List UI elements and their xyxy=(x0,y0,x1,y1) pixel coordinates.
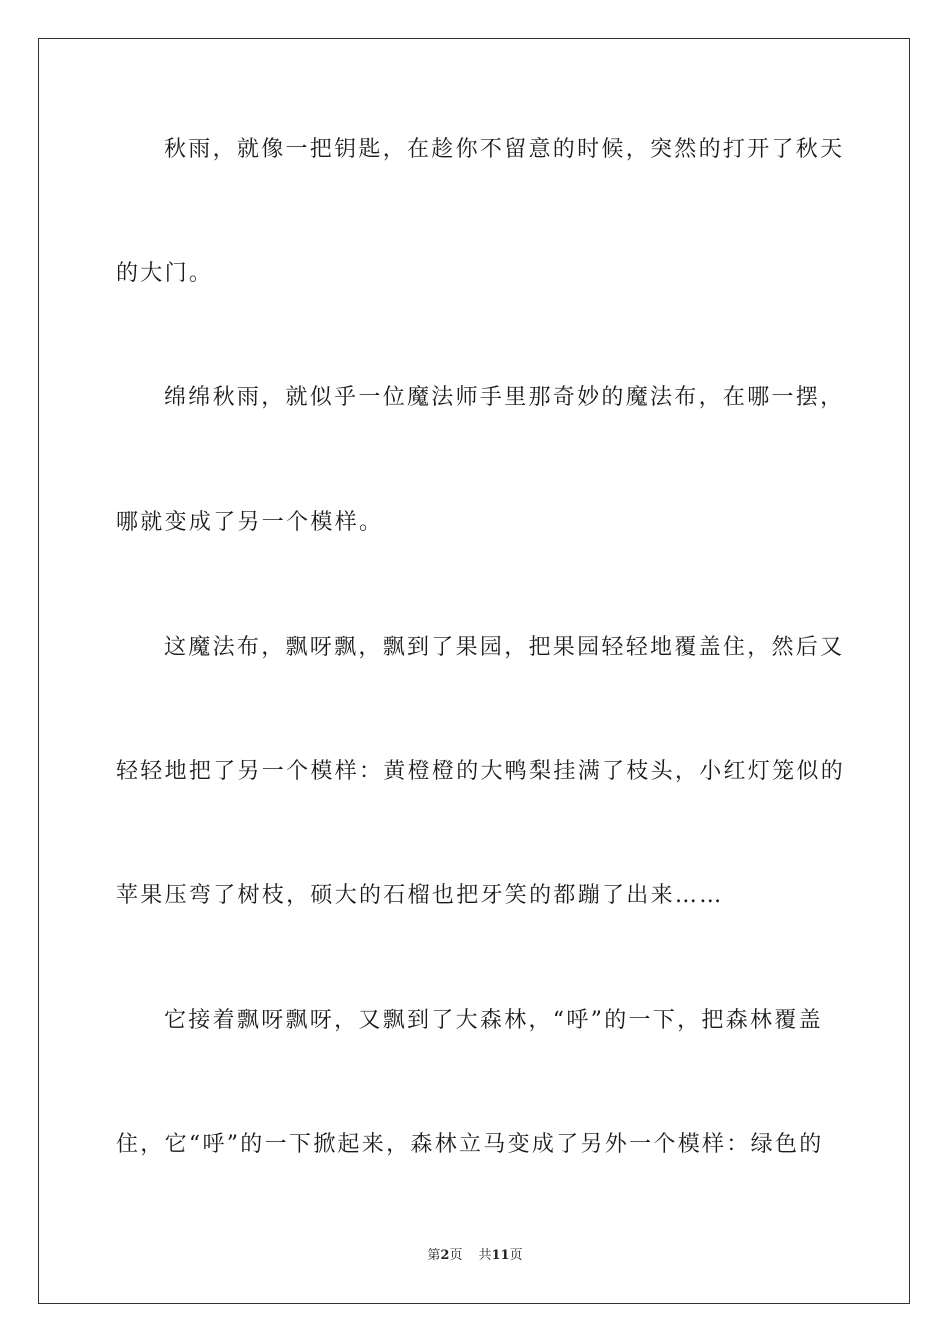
page-prefix: 第 xyxy=(427,1248,441,1263)
page-suffix: 页 xyxy=(449,1248,463,1263)
total-pages: 11 xyxy=(491,1248,510,1263)
paragraph-3-line-3: 苹果压弯了树枝，硕大的石榴也把牙笑的都蹦了出来…… xyxy=(116,883,724,908)
paragraph-1-line-2: 的大门。 xyxy=(116,261,214,286)
paragraph-4-line-2: 住，它“呼”的一下掀起来，森林立马变成了另外一个模样：绿色的 xyxy=(116,1132,824,1157)
page-footer xyxy=(0,1247,950,1265)
paragraph-4-line-1: 它接着飘呀飘呀，又飘到了大森林，“呼”的一下，把森林覆盖 xyxy=(164,1008,823,1033)
total-prefix: 共 xyxy=(478,1248,492,1263)
paragraph-1-line-1: 秋雨，就像一把钥匙，在趁你不留意的时候，突然的打开了秋天 xyxy=(164,137,845,162)
paragraph-3-line-1: 这魔法布，飘呀飘，飘到了果园，把果园轻轻地覆盖住，然后又 xyxy=(164,635,845,660)
total-suffix: 页 xyxy=(509,1248,523,1263)
page-number: 2 xyxy=(440,1248,450,1263)
paragraph-2-line-2: 哪就变成了另一个模样。 xyxy=(116,510,384,535)
page-border xyxy=(38,38,910,1304)
paragraph-2-line-1: 绵绵秋雨，就似乎一位魔法师手里那奇妙的魔法布，在哪一摆， xyxy=(164,385,845,410)
paragraph-3-line-2: 轻轻地把了另一个模样：黄橙橙的大鸭梨挂满了枝头，小红灯笼似的 xyxy=(116,759,846,784)
